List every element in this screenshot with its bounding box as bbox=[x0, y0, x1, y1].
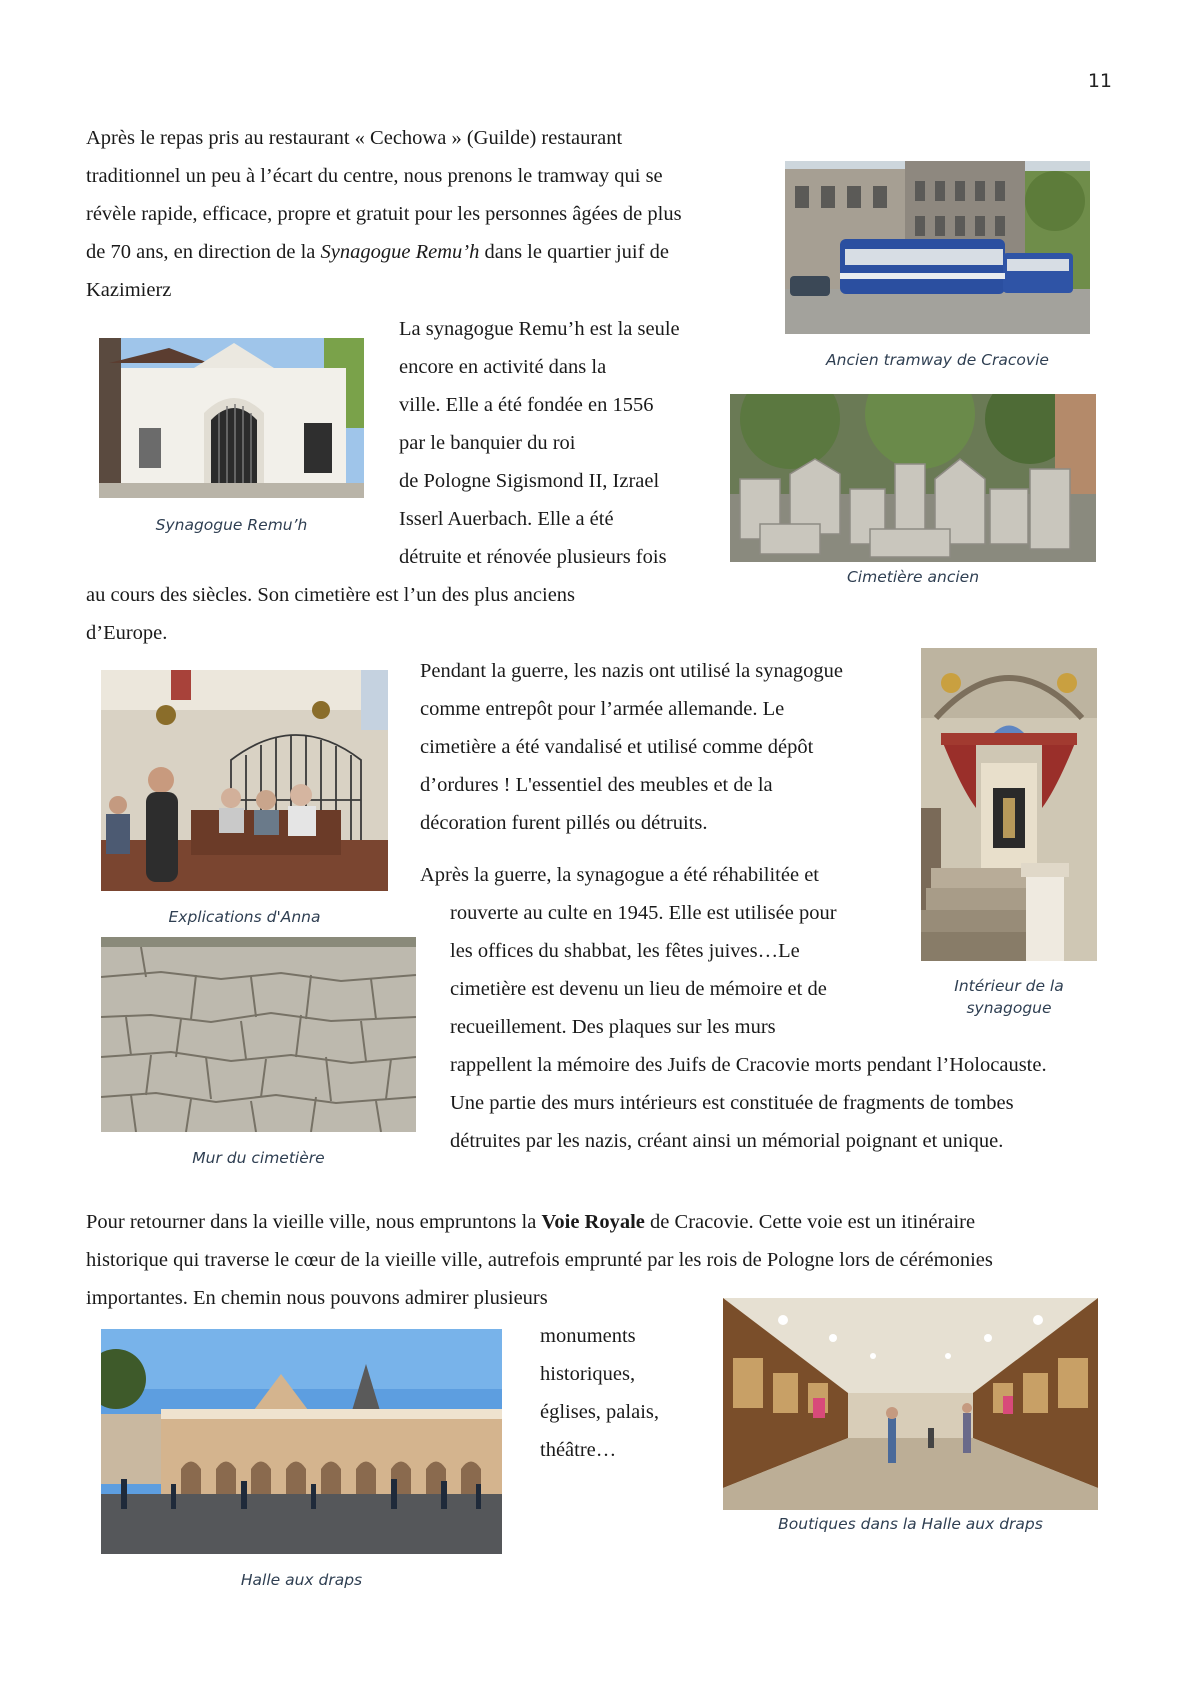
p1-line-3: révèle rapide, efficace, propre et gratuit pour les personnes âgées de plus bbox=[86, 203, 682, 225]
p2-line-9: d’Europe. bbox=[86, 622, 168, 644]
p3-line-3: cimetière a été vandalisé et utilisé comme dépôt bbox=[420, 736, 814, 758]
shops-photo bbox=[723, 1298, 1098, 1510]
p4-line-8: détruites par les nazis, créant ainsi un mémorial poignant et unique. bbox=[450, 1130, 1004, 1152]
cemetery-caption: Cimetière ancien bbox=[846, 568, 980, 586]
p1-line-4 bbox=[86, 233, 669, 271]
p2-line-4: par le banquier du roi bbox=[399, 432, 576, 454]
synagogue-caption: Synagogue Remu’h bbox=[155, 516, 308, 534]
p4-line-1: Après la guerre, la synagogue a été réhabilitée et bbox=[420, 864, 819, 886]
p4-line-7: Une partie des murs intérieurs est constituée de fragments de tombes bbox=[450, 1092, 1014, 1114]
interior-photo bbox=[921, 648, 1097, 961]
p1-line-4-pre: de 70 ans, en direction de la bbox=[86, 241, 321, 263]
p4-line-3: les offices du shabbat, les fêtes juives…Le bbox=[450, 940, 800, 962]
p5-line-2: historique qui traverse le cœur de la vieille ville, autrefois emprunté par les rois de Pologne lors de cérémonies bbox=[86, 1249, 993, 1271]
p1-line-5: Kazimierz bbox=[86, 279, 172, 301]
page-number: 11 bbox=[1087, 70, 1112, 92]
tram-photo bbox=[785, 161, 1090, 334]
anna-photo bbox=[101, 670, 388, 891]
p2-line-7: détruite et rénovée plusieurs fois bbox=[399, 546, 667, 568]
p3-line-2: comme entrepôt pour l’armée allemande. Le bbox=[420, 698, 785, 720]
p4-line-2: rouverte au culte en 1945. Elle est utilisée pour bbox=[450, 902, 837, 924]
p2-line-6: Isserl Auerbach. Elle a été bbox=[399, 508, 614, 530]
p3-line-5: décoration furent pillés ou détruits. bbox=[420, 812, 708, 834]
hall-photo bbox=[101, 1329, 502, 1554]
cemetery-photo bbox=[730, 394, 1096, 562]
p2-line-1: La synagogue Remu’h est la seule bbox=[399, 318, 680, 340]
p4-line-6: rappellent la mémoire des Juifs de Cracovie morts pendant l’Holocauste. bbox=[450, 1054, 1047, 1076]
wall-photo bbox=[101, 937, 416, 1132]
p3-line-1: Pendant la guerre, les nazis ont utilisé la synagogue bbox=[420, 660, 843, 682]
p1-line-1: Après le repas pris au restaurant « Cechowa » (Guilde) restaurant bbox=[86, 127, 623, 149]
synagogue-name: Synagogue Remu’h bbox=[320, 241, 480, 263]
hall-caption: Halle aux draps bbox=[240, 1571, 363, 1589]
anna-caption: Explications d'Anna bbox=[168, 908, 321, 926]
p5-line-7: théâtre… bbox=[540, 1439, 617, 1461]
p1-line-4-post: dans le quartier juif de bbox=[479, 241, 669, 263]
p5-line-3: importantes. En chemin nous pouvons admirer plusieurs bbox=[86, 1287, 548, 1309]
p5-line-1 bbox=[86, 1203, 975, 1241]
p2-line-8: au cours des siècles. Son cimetière est l’un des plus anciens bbox=[86, 584, 576, 606]
p2-line-5: de Pologne Sigismond II, Izrael bbox=[399, 470, 660, 492]
p5-line-5: historiques, bbox=[540, 1363, 636, 1385]
p2-line-3: ville. Elle a été fondée en 1556 bbox=[399, 394, 654, 416]
p3-line-4: d’ordures ! L'essentiel des meubles et de la bbox=[420, 774, 773, 796]
interior-caption-line-2: synagogue bbox=[966, 999, 1052, 1017]
p5-line-1-post: de Cracovie. Cette voie est un itinéraire bbox=[644, 1211, 976, 1233]
shops-caption: Boutiques dans la Halle aux draps bbox=[778, 1515, 1043, 1533]
synagogue-photo bbox=[99, 338, 364, 498]
p1-line-2: traditionnel un peu à l’écart du centre, nous prenons le tramway qui se bbox=[86, 165, 663, 187]
p2-line-2: encore en activité dans la bbox=[399, 356, 607, 378]
tram-caption: Ancien tramway de Cracovie bbox=[826, 351, 1049, 369]
wall-caption: Mur du cimetière bbox=[192, 1149, 325, 1167]
voie-royale: Voie Royale bbox=[541, 1211, 645, 1233]
p4-line-4: cimetière est devenu un lieu de mémoire et de bbox=[450, 978, 827, 1000]
p5-line-1-pre: Pour retourner dans la vieille ville, nous empruntons la bbox=[86, 1211, 542, 1233]
interior-caption-line-1: Intérieur de la bbox=[954, 977, 1064, 995]
p5-line-6: églises, palais, bbox=[540, 1401, 659, 1423]
p4-line-5: recueillement. Des plaques sur les murs bbox=[450, 1016, 776, 1038]
p5-line-4: monuments bbox=[540, 1325, 636, 1347]
